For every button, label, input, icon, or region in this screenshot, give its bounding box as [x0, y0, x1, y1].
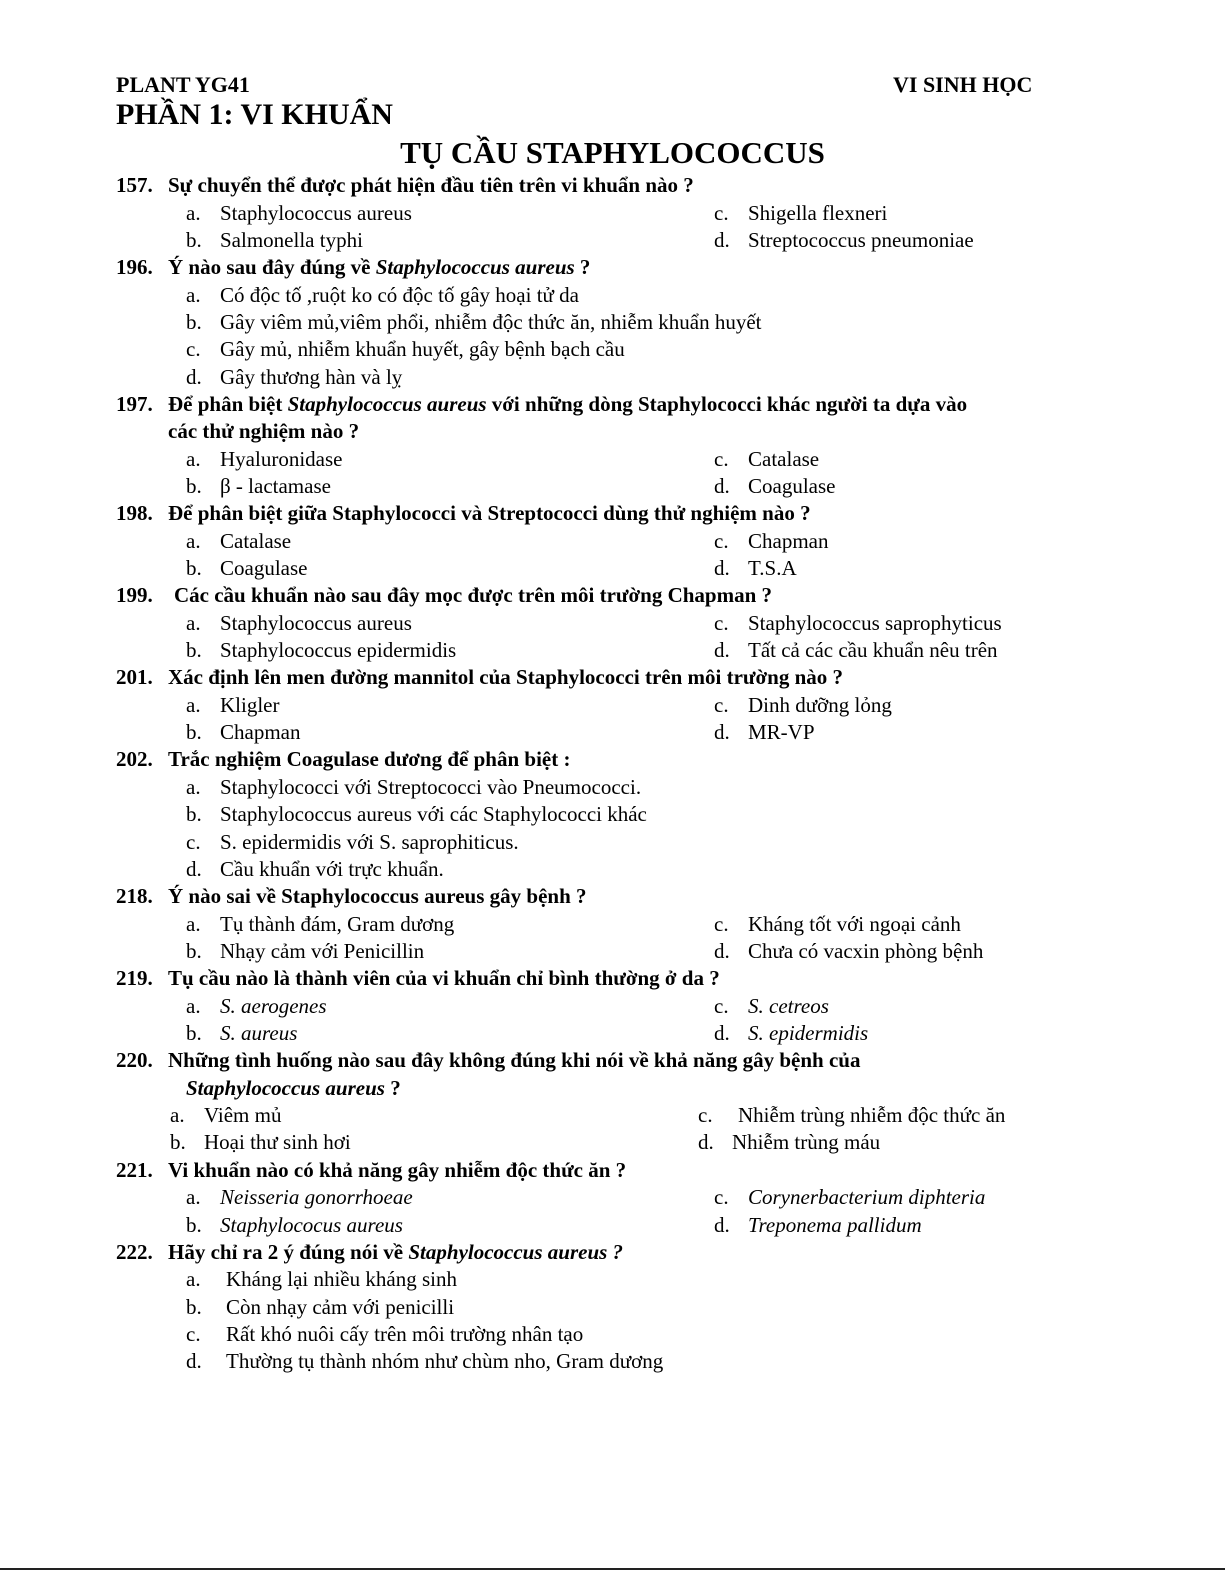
option-221-d: d. Treponema pallidum: [714, 1213, 922, 1237]
question-text: Sự chuyển thể được phát hiện đầu tiên trên vi khuẩn nào ?: [168, 173, 694, 197]
question-number: 202.: [116, 747, 153, 771]
option-219-b: b. S. aureus: [186, 1021, 298, 1045]
question-number: 219.: [116, 966, 153, 990]
question-220: 220. Những tình huống nào sau đây không đúng khi nói về khả năng gây bệnh của: [116, 1048, 861, 1072]
option-202-d: d. Cầu khuẩn với trực khuẩn.: [186, 857, 444, 881]
question-196: 196. Ý nào sau đây đúng về Staphylococcus aureus ?: [116, 255, 591, 279]
option-222-d: d. Thường tụ thành nhóm như chùm nho, Gram dương: [186, 1349, 664, 1373]
option-202-a: a. Staphylococci với Streptococci vào Pneumococci.: [186, 775, 642, 799]
option-221-a: a. Neisseria gonorrhoeae: [186, 1185, 413, 1209]
option-201-c: c. Dinh dưỡng lỏng: [714, 693, 892, 717]
question-197-line2: các thử nghiệm nào ?: [168, 419, 360, 443]
question-199: 199. Các cầu khuẩn nào sau đây mọc được trên môi trường Chapman ?: [116, 583, 773, 607]
option-196-b: b. Gây viêm mủ,viêm phổi, nhiễm độc thức ăn, nhiễm khuẩn huyết: [186, 310, 762, 334]
part-title: PHẦN 1: VI KHUẨN: [116, 98, 393, 131]
option-222-b: b. Còn nhạy cảm với penicilli: [186, 1295, 455, 1319]
option-219-a: a. S. aerogenes: [186, 994, 327, 1018]
option-222-a: a. Kháng lại nhiều kháng sinh: [186, 1267, 457, 1291]
question-number: 201.: [116, 665, 153, 689]
option-222-c: c. Rất khó nuôi cấy trên môi trường nhân tạo: [186, 1322, 584, 1346]
question-number: 220.: [116, 1048, 153, 1072]
option-199-b: b. Staphylococcus epidermidis: [186, 638, 457, 662]
option-196-a: a. Có độc tố ,ruột ko có độc tố gây hoại tử da: [186, 283, 579, 307]
option-199-d: d. Tất cả các cầu khuẩn nêu trên: [714, 638, 998, 662]
course-code: PLANT YG41: [116, 72, 250, 97]
question-number: 196.: [116, 255, 153, 279]
question-198: 198. Để phân biệt giữa Staphylococci và Streptococci dùng thử nghiệm nào ?: [116, 501, 811, 525]
question-number: 157.: [116, 173, 153, 197]
option-197-b: b. β - lactamase: [186, 474, 331, 498]
question-221: 221. Vi khuẩn nào có khả năng gây nhiễm độc thức ăn ?: [116, 1158, 627, 1182]
question-number: 198.: [116, 501, 153, 525]
question-219: 219. Tụ cầu nào là thành viên của vi khuẩn chỉ bình thường ở da ?: [116, 966, 720, 990]
option-220-c: c. Nhiễm trùng nhiễm độc thức ăn: [698, 1103, 1006, 1127]
section-title: TỤ CẦU STAPHYLOCOCCUS: [400, 135, 825, 170]
option-202-c: c. S. epidermidis với S. saprophiticus.: [186, 830, 519, 854]
page-bottom-rule: [0, 1568, 1225, 1570]
question-201: 201. Xác định lên men đường mannitol của Staphylococci trên môi trường nào ?: [116, 665, 843, 689]
option-220-a: a. Viêm mủ: [170, 1103, 282, 1127]
option-198-d: d. T.S.A: [714, 556, 797, 580]
option-201-d: d. MR-VP: [714, 720, 815, 744]
option-197-a: a. Hyaluronidase: [186, 447, 343, 471]
question-number: 218.: [116, 884, 153, 908]
option-198-a: a. Catalase: [186, 529, 292, 553]
option-201-b: b. Chapman: [186, 720, 301, 744]
question-218: 218. Ý nào sai về Staphylococcus aureus gây bệnh ?: [116, 884, 587, 908]
option-198-c: c. Chapman: [714, 529, 829, 553]
question-197: 197. Để phân biệt Staphylococcus aureus với những dòng Staphylococci khác người ta dựa vào: [116, 392, 968, 416]
option-157-a: a. Staphylococcus aureus: [186, 201, 412, 225]
option-221-c: c. Corynerbacterium diphteria: [714, 1185, 986, 1209]
question-number: 199.: [116, 583, 153, 607]
option-202-b: b. Staphylococcus aureus với các Staphylococci khác: [186, 802, 647, 826]
option-198-b: b. Coagulase: [186, 556, 308, 580]
option-197-d: d. Coagulase: [714, 474, 836, 498]
option-220-d: d. Nhiễm trùng máu: [698, 1130, 881, 1154]
option-196-c: c. Gây mủ, nhiễm khuẩn huyết, gây bệnh bạch cầu: [186, 337, 625, 361]
option-218-c: c. Kháng tốt với ngoại cảnh: [714, 912, 961, 936]
option-197-c: c. Catalase: [714, 447, 820, 471]
question-157: [116, 172, 694, 199]
question-202: 202. Trắc nghiệm Coagulase dương để phân biệt :: [116, 747, 571, 771]
option-157-c: c. Shigella flexneri: [714, 201, 888, 225]
question-number: 221.: [116, 1158, 153, 1182]
option-219-d: d. S. epidermidis: [714, 1021, 869, 1045]
option-199-a: a. Staphylococcus aureus: [186, 611, 412, 635]
option-218-d: d. Chưa có vacxin phòng bệnh: [714, 939, 984, 963]
option-157-d: d. Streptococcus pneumoniae: [714, 228, 974, 252]
option-157-b: b. Salmonella typhi: [186, 228, 363, 252]
subject-title: VI SINH HỌC: [893, 72, 1033, 97]
question-222: 222. Hãy chỉ ra 2 ý đúng nói về Staphylococcus aureus ?: [116, 1240, 624, 1264]
option-201-a: a. Kligler: [186, 693, 280, 717]
option-218-b: b. Nhạy cảm với Penicillin: [186, 939, 425, 963]
question-number: 222.: [116, 1240, 153, 1264]
option-196-d: d. Gây thương hàn và lỵ: [186, 365, 403, 389]
option-218-a: a. Tụ thành đám, Gram dương: [186, 912, 455, 936]
question-number: 197.: [116, 392, 153, 416]
option-220-b: b. Hoại thư sinh hơi: [170, 1130, 351, 1154]
option-199-c: c. Staphylococcus saprophyticus: [714, 611, 1002, 635]
option-219-c: c. S. cetreos: [714, 994, 829, 1018]
question-220-line2: Staphylococcus aureus ?: [186, 1076, 401, 1100]
option-221-b: b. Staphylococus aureus: [186, 1213, 403, 1237]
